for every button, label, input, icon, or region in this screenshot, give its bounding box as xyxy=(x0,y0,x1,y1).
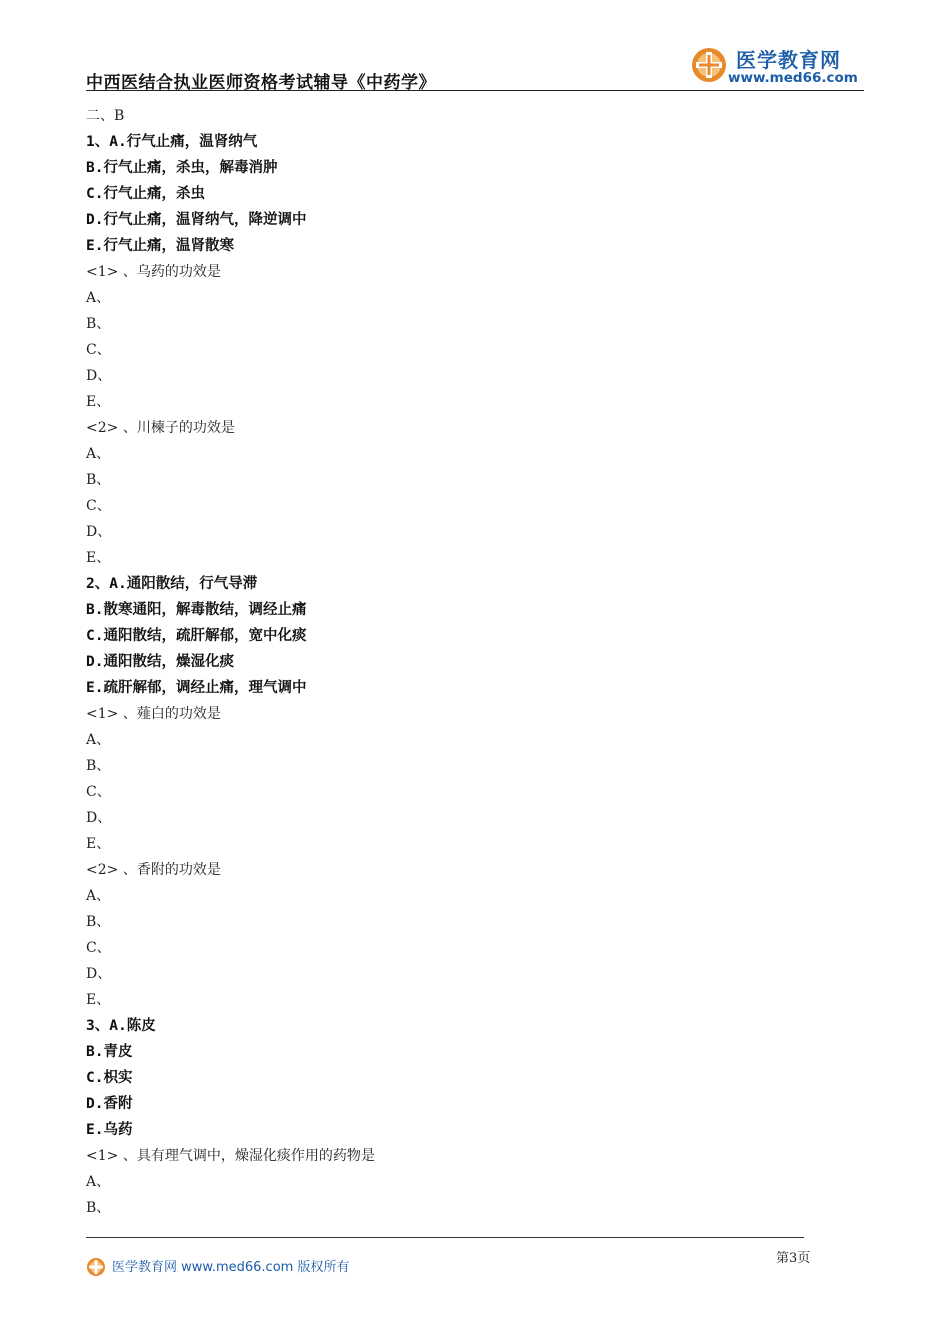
question-text-line: <1> 、薤白的功效是 xyxy=(86,706,221,722)
question-text-line: A、 xyxy=(86,732,111,748)
question-option-line: D.通阳散结，燥湿化痰 xyxy=(86,654,234,670)
logo-site-name: 医学教育网 xyxy=(736,48,841,72)
question-option-line: B.散寒通阳，解毒散结，调经止痛 xyxy=(86,602,307,618)
question-text-line: E、 xyxy=(86,836,111,852)
question-option-line: 2、A.通阳散结，行气导滞 xyxy=(86,576,258,592)
question-text-line: A、 xyxy=(86,290,111,306)
header-divider xyxy=(86,90,864,91)
site-logo[interactable] xyxy=(690,42,866,90)
question-option-line: D.行气止痛，温肾纳气，降逆调中 xyxy=(86,212,307,228)
question-text-line: C、 xyxy=(86,342,111,358)
question-text-line: A、 xyxy=(86,446,111,462)
logo-site-url: www.med66.com xyxy=(728,70,858,86)
question-option-line: D.香附 xyxy=(86,1096,133,1112)
question-option-line: B.行气止痛，杀虫，解毒消肿 xyxy=(86,160,278,176)
footer-copyright: 医学教育网 www.med66.com 版权所有 xyxy=(112,1260,350,1275)
question-option-line: E.行气止痛，温肾散寒 xyxy=(86,238,234,254)
question-text-line: C、 xyxy=(86,784,111,800)
question-text-line: B、 xyxy=(86,316,111,332)
question-option-line: C.行气止痛，杀虫 xyxy=(86,186,205,202)
question-text-line: D、 xyxy=(86,368,112,384)
question-text-line: B、 xyxy=(86,758,111,774)
question-text-line: D、 xyxy=(86,524,112,540)
question-text-line: A、 xyxy=(86,1174,111,1190)
footer-logo-icon xyxy=(86,1257,106,1277)
question-text-line: C、 xyxy=(86,498,111,514)
question-text-line: E、 xyxy=(86,550,111,566)
question-text-line: <1> 、乌药的功效是 xyxy=(86,264,221,280)
question-text-line: D、 xyxy=(86,810,112,826)
med66-cross-circle-icon xyxy=(690,46,728,84)
footer-divider xyxy=(86,1237,804,1238)
question-option-line: 1、A.行气止痛，温肾纳气 xyxy=(86,134,258,150)
question-list xyxy=(86,103,826,1221)
question-text-line: B、 xyxy=(86,1200,111,1216)
question-text-line: <2> 、香附的功效是 xyxy=(86,862,221,878)
question-option-line: C.枳实 xyxy=(86,1070,133,1086)
document-title: 中西医结合执业医师资格考试辅导《中药学》 xyxy=(86,73,436,93)
question-text-line: B、 xyxy=(86,914,111,930)
question-text-line: E、 xyxy=(86,992,111,1008)
question-text-line: <1> 、具有理气调中，燥湿化痰作用的药物是 xyxy=(86,1148,375,1164)
question-text-line: E、 xyxy=(86,394,111,410)
question-option-line: E.疏肝解郁，调经止痛，理气调中 xyxy=(86,680,307,696)
question-text-line: D、 xyxy=(86,966,112,982)
page-number: 第3页 xyxy=(776,1251,811,1266)
question-option-line: 3、A.陈皮 xyxy=(86,1018,156,1034)
page-header xyxy=(86,40,864,92)
question-option-line: E.乌药 xyxy=(86,1122,133,1138)
question-text-line: 二、B xyxy=(86,108,125,124)
question-option-line: C.通阳散结，疏肝解郁，宽中化痰 xyxy=(86,628,307,644)
question-text-line: <2> 、川楝子的功效是 xyxy=(86,420,235,436)
question-text-line: A、 xyxy=(86,888,111,904)
question-option-line: B.青皮 xyxy=(86,1044,133,1060)
question-text-line: C、 xyxy=(86,940,111,956)
question-text-line: B、 xyxy=(86,472,111,488)
